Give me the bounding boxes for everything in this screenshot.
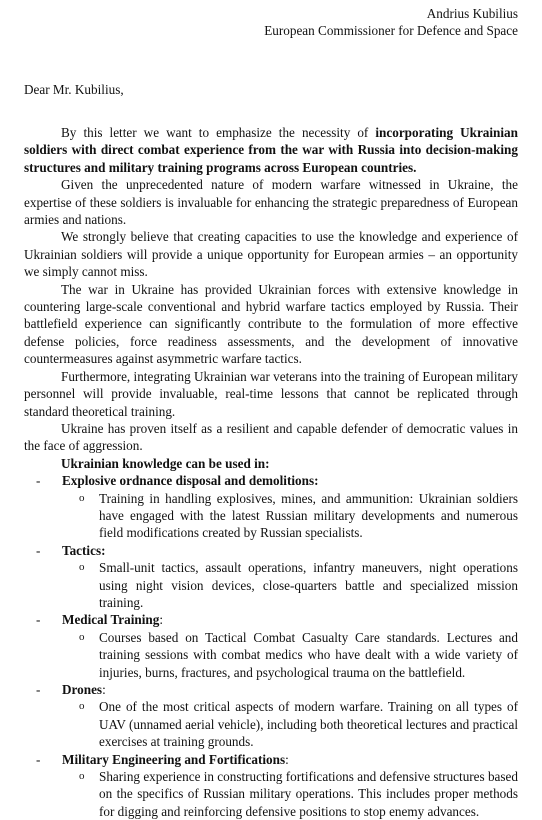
list-item-suffix: :: [159, 612, 163, 628]
list-item-detail-text: Training in handling explosives, mines, and ammunition: Ukrainian soldiers have engaged with the latest Russian military developments and numerous field modifications created by Russian specialists.: [99, 490, 518, 541]
salutation: Dear Mr. Kubilius,: [24, 82, 124, 97]
list-item-suffix: :: [102, 682, 106, 697]
dash-bullet: -: [36, 682, 41, 697]
list-title: Ukrainian knowledge can be used in:: [61, 455, 270, 471]
dash-bullet: -: [36, 751, 41, 767]
list-item: [24, 751, 518, 768]
list-item-detail: [24, 559, 518, 611]
list-item-title: Military Engineering and Fortifications: [62, 751, 286, 767]
recipient-name: Andrius Kubilius: [426, 6, 518, 21]
list-item: [24, 472, 518, 489]
dash-bullet: -: [36, 612, 41, 628]
paragraph-resilience: Ukraine has proven itself as a resilient and capable defender of democratic values in the face of aggression.: [24, 420, 518, 454]
circle-bullet: o: [79, 491, 85, 504]
list-item-suffix: :: [285, 751, 289, 767]
list-item-detail: [24, 629, 518, 681]
letter-body: [24, 124, 518, 820]
list-item: [24, 681, 518, 698]
intro-emphasis: incorporating Ukrainian soldiers with direct combat experience from the war with Russia into decision-making structures and military training programs across European countries.: [24, 125, 518, 175]
paragraph-context: Given the unprecedented nature of modern warfare witnessed in Ukraine, the expertise of these soldiers is invaluable for enhancing the strategic preparedness of European armies and nations.: [24, 177, 518, 228]
list-item-title: Explosive ordnance disposal and demolitions:: [62, 473, 319, 489]
circle-bullet: o: [79, 700, 85, 713]
list-item-detail-text: Courses based on Tactical Combat Casualty Care standards. Lectures and training sessions with combat medics who have dealt with a wide variety of injuries, burns, fractures, and psychological trauma on the battlefield.: [99, 629, 518, 680]
circle-bullet: o: [79, 561, 85, 574]
dash-bullet: -: [36, 542, 41, 558]
recipient-header: [264, 5, 518, 40]
paragraph-training: Furthermore, integrating Ukrainian war veterans into the training of European military personnel will provide invaluable, real-time lessons that cannot be replicated through standard theoretical training.: [24, 368, 518, 419]
list-item-detail: [24, 768, 518, 820]
list-item-detail: [24, 698, 518, 750]
paragraph-opportunity: We strongly believe that creating capacities to use the knowledge and experience of Ukrainian soldiers will provide a unique opportunity for European armies – an opportunity we simply cannot miss.: [24, 229, 518, 280]
paragraph-experience: The war in Ukraine has provided Ukrainian forces with extensive knowledge in countering large-scale conventional and hybrid warfare tactics employed by Russia. Their battlefield experience can significantly contribute to the formulation of more effective defense policies, force readiness assessments, and the development of innovative countermeasures against asymmetric warfare tactics.: [24, 281, 518, 367]
intro-paragraph: [24, 124, 518, 176]
recipient-position: European Commissioner for Defence and Space: [264, 23, 518, 39]
circle-bullet: o: [79, 630, 85, 643]
intro-text: By this letter we want to emphasize the necessity of: [61, 125, 376, 140]
list-item-detail-text: Sharing experience in constructing fortifications and defensive structures based on the specifics of Russian military operations. This includes proper methods for digging and reinforcing defensive positions to stop enemy advances.: [99, 769, 518, 819]
list-item: [24, 542, 518, 559]
list-item-title: Tactics:: [62, 542, 106, 558]
list-item-title: Medical Training: [62, 612, 160, 628]
list-item-title: Drones: [62, 682, 103, 697]
list-item-detail-text: One of the most critical aspects of modern warfare. Training on all types of UAV (unnamed aerial vehicle), including both theoretical lectures and practical exercises at training grounds.: [99, 699, 518, 750]
dash-bullet: -: [36, 473, 41, 489]
list-item-detail: [24, 490, 518, 542]
list-item-detail-text: Small-unit tactics, assault operations, infantry maneuvers, night operations using night vision devices, close-quarters battle and specialized mission training.: [99, 560, 518, 610]
circle-bullet: o: [79, 770, 85, 783]
list-item: [24, 611, 518, 628]
